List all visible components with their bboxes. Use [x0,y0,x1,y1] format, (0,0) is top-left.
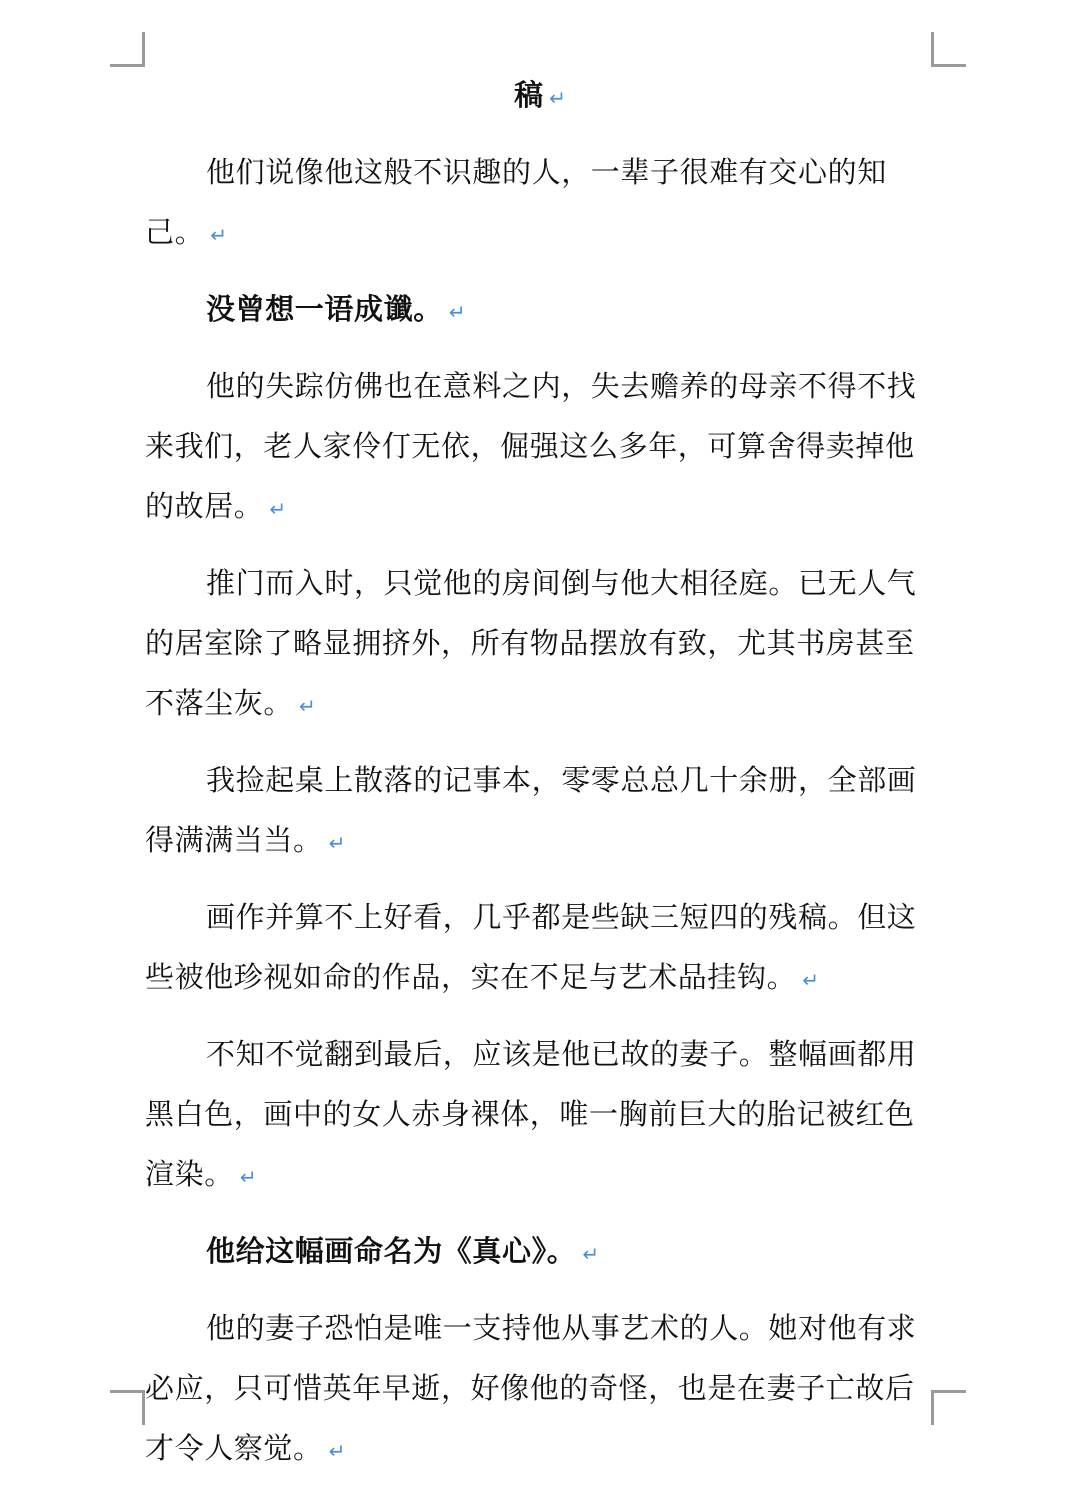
paragraph-9: 他的妻子恐怕是唯一支持他从事艺术的人。她对他有求必应，只可惜英年早逝，好像他的奇怪，也是在妻子亡故后才令人察觉。 ↵ [145,1311,917,1465]
paragraph-7: 不知不觉翻到最后，应该是他已故的妻子。整幅画都用黑白色，画中的女人赤身裸体，唯一胸前巨大的胎记被红色渲染。 ↵ [145,1037,917,1191]
paragraph-8: 他给这幅画命名为《真心》。 ↵ [206,1234,600,1268]
paragraph-mark-icon: ↵ [269,497,287,521]
paragraph-3: 他的失踪仿佛也在意料之内，失去赡养的母亲不得不找来我们，老人家伶仃无依，倔强这么多年，可算舍得卖掉他的故居。 ↵ [145,369,917,523]
paragraph-mark-icon: ↵ [448,300,467,324]
paragraph-mark-icon: ↵ [582,1242,600,1266]
corner-mark-top-left [110,32,145,67]
paragraph-mark-icon: ↵ [239,1165,258,1189]
document-body[interactable] [145,72,935,1495]
paragraph-mark-icon: ↵ [328,831,346,855]
corner-mark-top-right [931,32,966,67]
paragraph-5: 我捡起桌上散落的记事本，零零总总几十余册，全部画得满满当当。 ↵ [145,763,917,857]
paragraph-mark-icon: ↵ [549,86,566,110]
document-title: 稿 ↵ [514,78,566,112]
paragraph-mark-icon: ↵ [802,968,820,992]
paragraph-4: 推门而入时，只觉他的房间倒与他大相径庭。已无人气的居室除了略显拥挤外，所有物品摆放有致，尤其书房甚至不落尘灰。 ↵ [145,566,917,720]
paragraph-6: 画作并算不上好看，几乎都是些缺三短四的残稿。但这些被他珍视如命的作品，实在不足与艺术品挂钩。 ↵ [145,900,917,994]
paragraph-1: 他们说像他这般不识趣的人，一辈子很难有交心的知己。 ↵ [145,155,887,249]
paragraph-2: 没曾想一语成谶。 ↵ [206,292,467,326]
paragraph-mark-icon: ↵ [328,1439,346,1463]
paragraph-mark-icon: ↵ [210,223,228,247]
corner-mark-bottom-left [110,1390,145,1425]
paragraph-mark-icon: ↵ [299,694,317,718]
corner-mark-bottom-right [931,1390,966,1425]
